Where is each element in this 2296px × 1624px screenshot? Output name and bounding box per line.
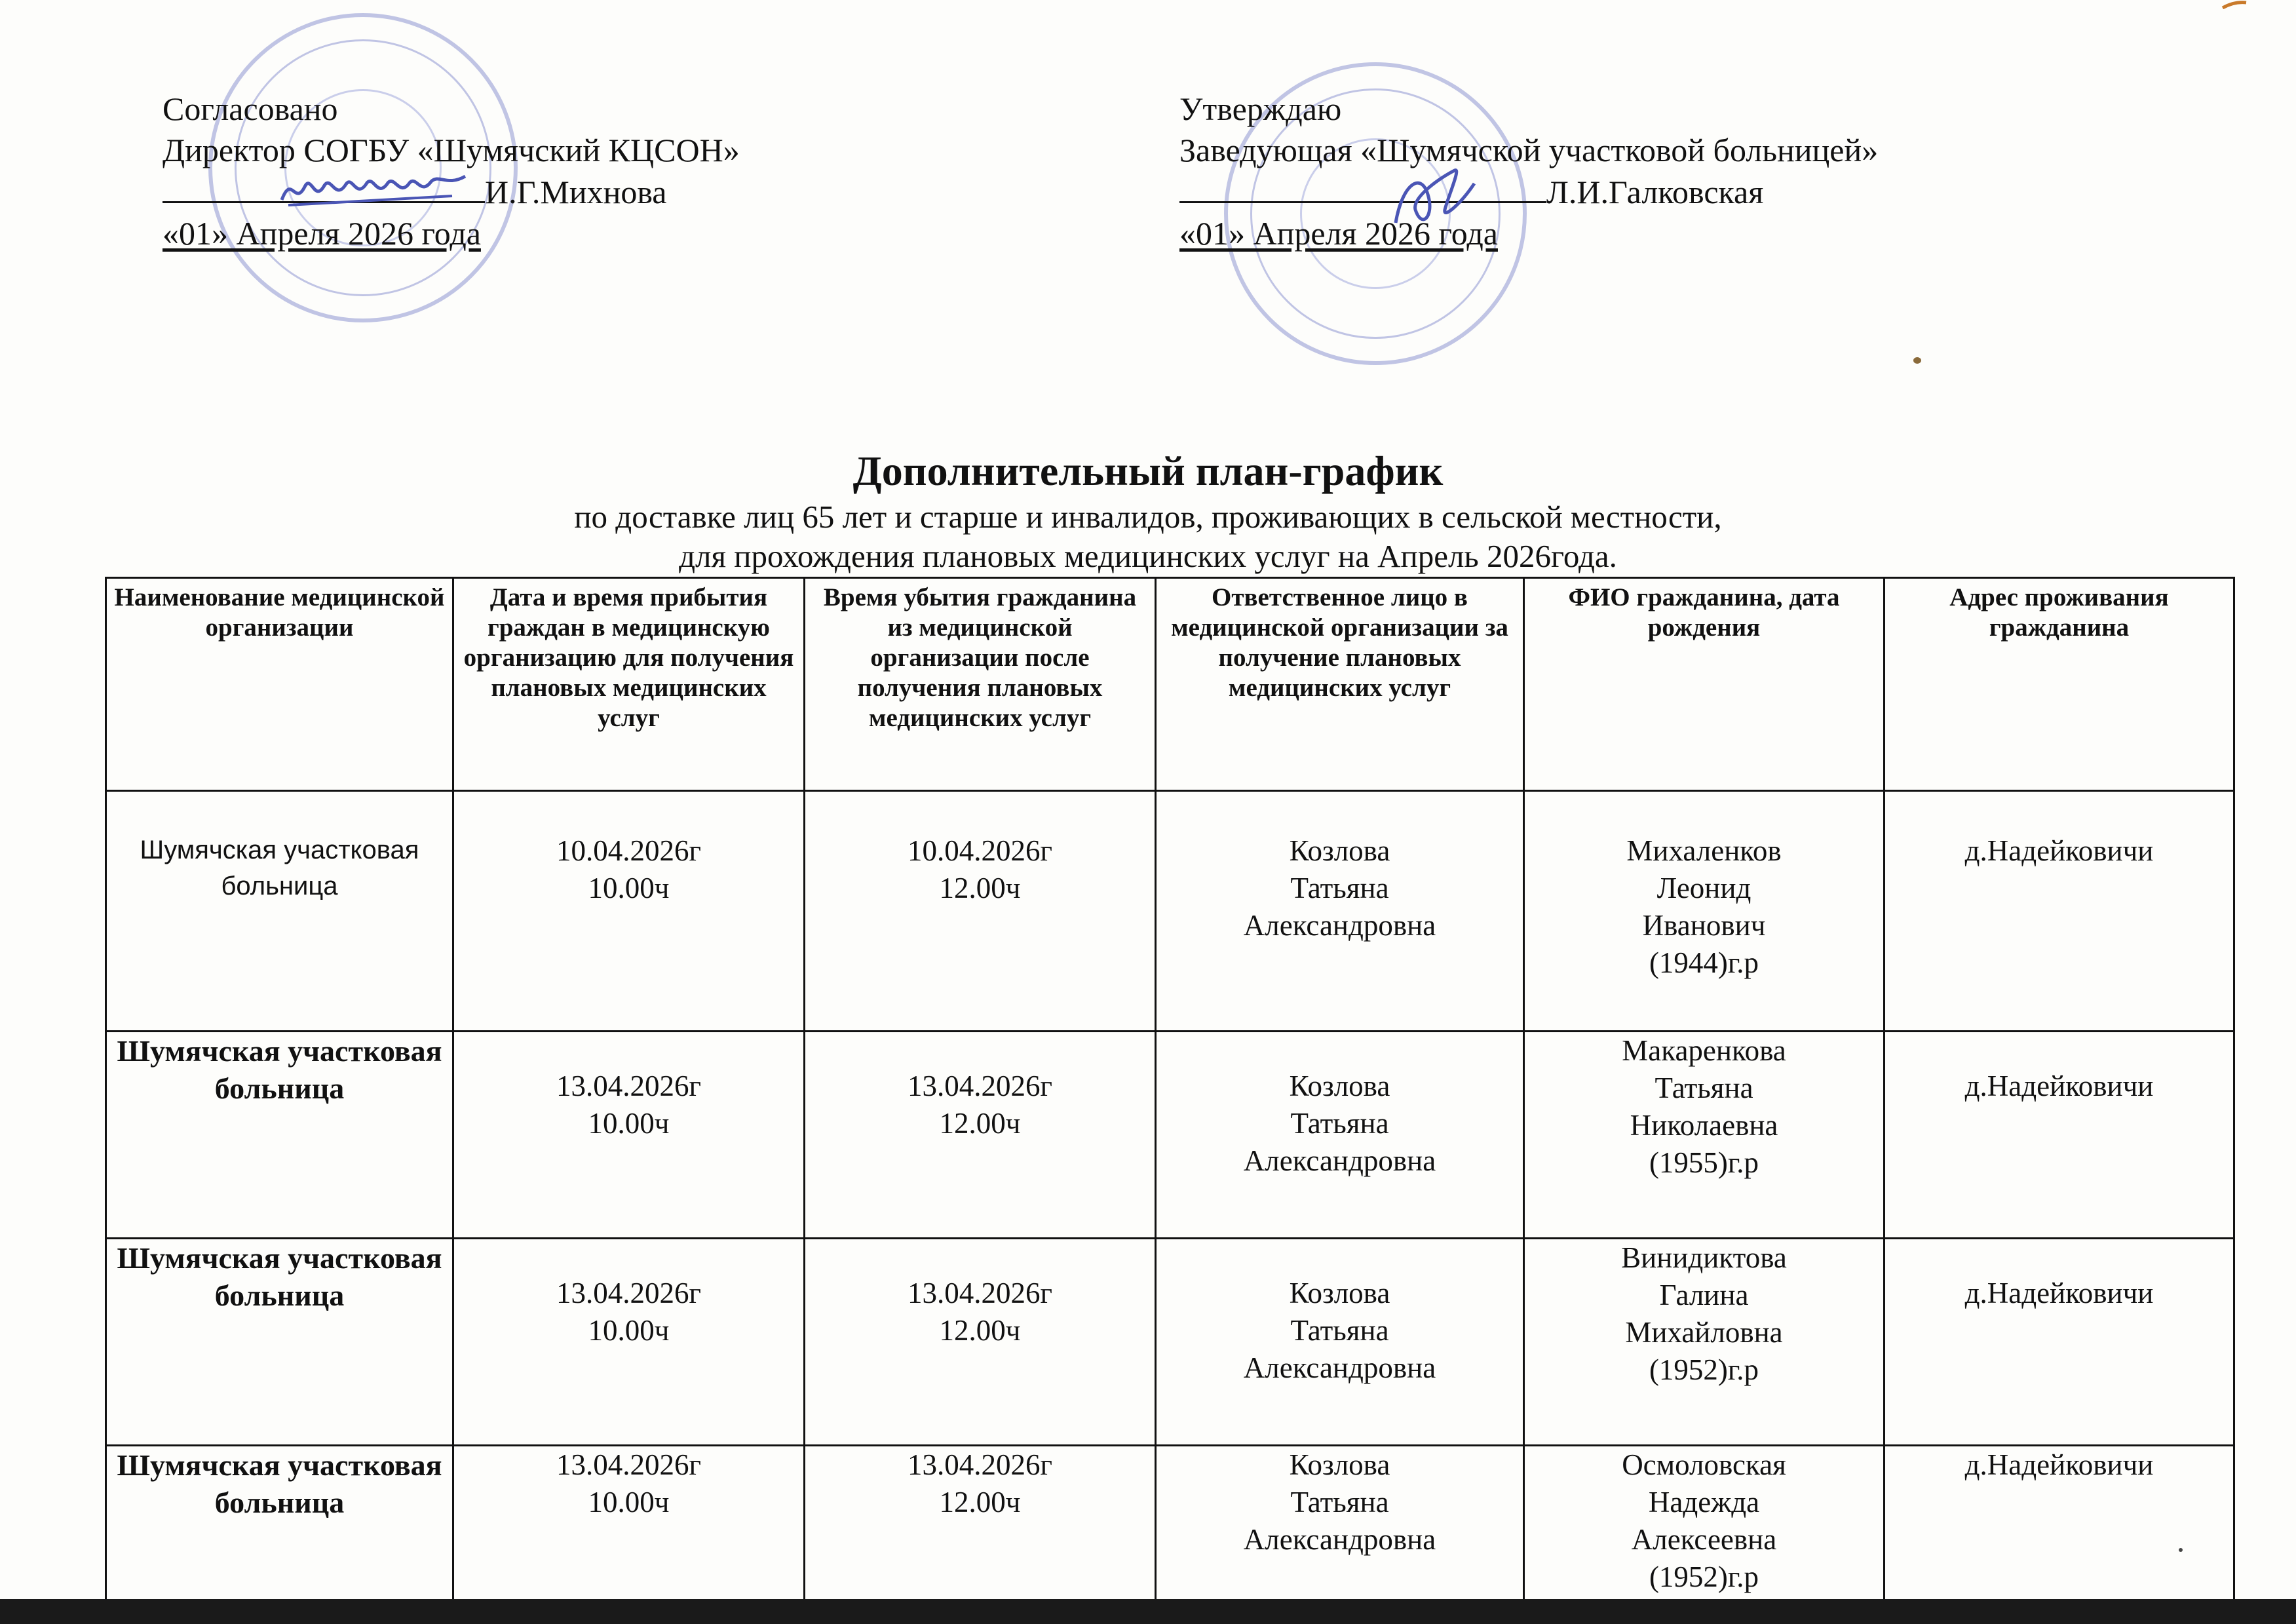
cell-arrival (453, 791, 805, 1032)
arrival-date: 10.04.2026г (556, 834, 701, 867)
approved-heading: Утверждаю (1179, 90, 1342, 127)
citizen-patronymic: Иванович (1642, 909, 1766, 942)
responsible-surname: Козлова (1289, 1070, 1390, 1102)
departure-time: 12.00ч (939, 872, 1021, 904)
arrival-time: 10.00ч (588, 1314, 670, 1347)
responsible-patronymic: Александровна (1243, 1144, 1436, 1177)
cell-departure (805, 1446, 1156, 1602)
approved-date: «01» Апреля 2026 года (1179, 215, 1498, 252)
responsible-surname: Козлова (1289, 1448, 1390, 1481)
arrival-time: 10.00ч (588, 872, 670, 904)
cell-address: д.Надейковичи (1885, 791, 2234, 1032)
responsible-patronymic: Александровна (1243, 909, 1436, 942)
citizen-patronymic: Михайловна (1625, 1316, 1783, 1349)
arrival-time: 10.00ч (588, 1107, 670, 1140)
citizen-surname: Осмоловская (1622, 1448, 1786, 1481)
cell-address: д.Надейковичи (1885, 1032, 2234, 1239)
approved-block (1179, 88, 1878, 254)
document-subtitle-line1: по доставке лиц 65 лет и старше и инвалидов, проживающих в сельской местности, (574, 499, 1722, 535)
table-row (106, 1032, 2234, 1239)
cell-responsible (1156, 1239, 1524, 1446)
cell-citizen (1524, 1239, 1885, 1446)
arrival-date: 13.04.2026г (556, 1277, 701, 1309)
agreed-position: Директор СОГБУ «Шумячский КЦСОН» (163, 132, 740, 168)
header-address: Адрес проживания гражданина (1885, 578, 2234, 791)
cell-organization: Шумячская участковая больница (106, 791, 453, 1032)
cell-departure (805, 1032, 1156, 1239)
arrival-date: 13.04.2026г (556, 1448, 701, 1481)
edge-mark (2221, 0, 2248, 9)
header-organization: Наименование медицинской организации (106, 578, 453, 791)
departure-time: 12.00ч (939, 1314, 1021, 1347)
cell-address: д.Надейковичи (1885, 1239, 2234, 1446)
cell-address: д.Надейковичи (1885, 1446, 2234, 1602)
departure-date: 13.04.2026г (908, 1277, 1052, 1309)
departure-time: 12.00ч (939, 1486, 1021, 1518)
citizen-birth-year: (1944)г.р (1649, 946, 1759, 979)
responsible-name: Татьяна (1290, 872, 1389, 904)
responsible-name: Татьяна (1290, 1107, 1389, 1140)
responsible-patronymic: Александровна (1243, 1523, 1436, 1556)
agreed-heading: Согласовано (163, 90, 338, 127)
paper-speck (1913, 357, 1921, 364)
table-row (106, 1239, 2234, 1446)
approved-position: Заведующая «Шумячской участковой больницей» (1179, 132, 1879, 168)
cell-responsible (1156, 1446, 1524, 1602)
cell-citizen (1524, 1446, 1885, 1602)
header-arrival: Дата и время прибытия граждан в медицинскую организацию для получения плановых медицинских услуг (453, 578, 805, 791)
schedule-table (105, 577, 2235, 1603)
document-subtitle-line2: для прохождения плановых медицинских услуг на Апрель 2026года. (679, 538, 1617, 574)
header-departure: Время убытия гражданина из медицинской организации после получения плановых медицинских услуг (805, 578, 1156, 791)
arrival-time: 10.00ч (588, 1486, 670, 1518)
responsible-name: Татьяна (1290, 1314, 1389, 1347)
left-handwritten-signature (275, 167, 472, 213)
citizen-birth-year: (1955)г.р (1649, 1146, 1759, 1179)
citizen-name: Надежда (1648, 1486, 1760, 1518)
right-handwritten-signature (1383, 157, 1481, 236)
arrival-date: 13.04.2026г (556, 1070, 701, 1102)
citizen-surname: Винидиктова (1621, 1241, 1787, 1274)
agreed-date: «01» Апреля 2026 года (163, 215, 481, 252)
table-header-row (106, 578, 2234, 791)
departure-date: 13.04.2026г (908, 1070, 1052, 1102)
agreed-signatory: И.Г.Михнова (485, 174, 667, 210)
cell-organization: Шумячская участковая больница (106, 1446, 453, 1602)
citizen-name: Галина (1659, 1279, 1749, 1311)
document-title: Дополнительный план-график (852, 448, 1444, 494)
cell-responsible (1156, 1032, 1524, 1239)
departure-time: 12.00ч (939, 1107, 1021, 1140)
approved-signatory: Л.И.Галковская (1546, 174, 1764, 210)
approved-signature-line (1179, 171, 1878, 213)
responsible-patronymic: Александровна (1243, 1351, 1436, 1384)
scan-bottom-edge (0, 1599, 2296, 1624)
cell-departure (805, 791, 1156, 1032)
responsible-name: Татьяна (1290, 1486, 1389, 1518)
citizen-patronymic: Николаевна (1630, 1109, 1778, 1142)
table-row (106, 791, 2234, 1032)
citizen-surname: Макаренкова (1622, 1034, 1786, 1067)
cell-citizen (1524, 1032, 1885, 1239)
citizen-birth-year: (1952)г.р (1649, 1560, 1759, 1593)
cell-arrival (453, 1239, 805, 1446)
citizen-name: Леонид (1656, 872, 1751, 904)
cell-arrival (453, 1032, 805, 1239)
responsible-surname: Козлова (1289, 1277, 1390, 1309)
citizen-patronymic: Алексеевна (1631, 1523, 1777, 1556)
departure-date: 10.04.2026г (908, 834, 1052, 867)
departure-date: 13.04.2026г (908, 1448, 1052, 1481)
header-citizen: ФИО гражданина, дата рождения (1524, 578, 1885, 791)
responsible-surname: Козлова (1289, 834, 1390, 867)
cell-arrival (453, 1446, 805, 1602)
cell-responsible (1156, 791, 1524, 1032)
header-responsible: Ответственное лицо в медицинской организации за получение плановых медицинских услуг (1156, 578, 1524, 791)
cell-departure (805, 1239, 1156, 1446)
cell-organization: Шумячская участковая больница (106, 1239, 453, 1446)
cell-citizen (1524, 791, 1885, 1032)
citizen-birth-year: (1952)г.р (1649, 1353, 1759, 1386)
citizen-surname: Михаленков (1626, 834, 1782, 867)
cell-organization: Шумячская участковая больница (106, 1032, 453, 1239)
table-row (106, 1446, 2234, 1602)
citizen-name: Татьяна (1655, 1072, 1753, 1104)
